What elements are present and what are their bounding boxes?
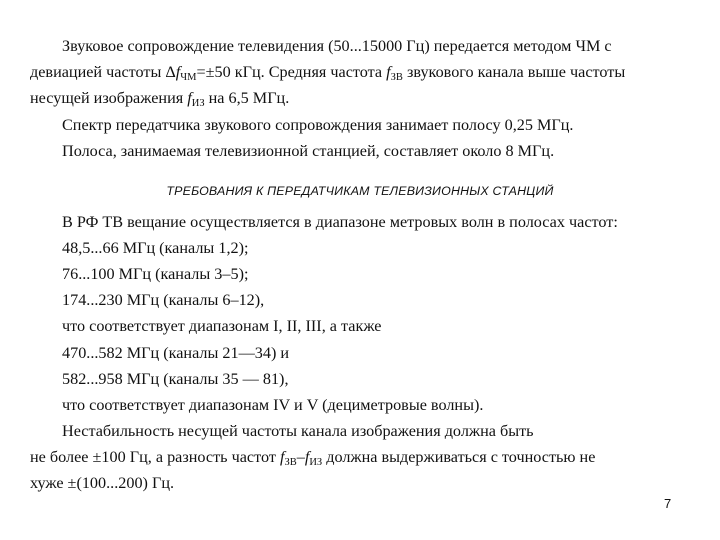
minus-sign: – [296,448,305,466]
text-span: звукового канала выше частоты [402,63,626,81]
text-span: не более ±100 Гц, а разность частот [30,448,280,466]
freq-symbol: f [386,63,391,81]
paragraph-1-line-1: Звуковое сопровождение телевидения (50...15000 Гц) передается методом ЧМ с [62,37,612,55]
band-line: что соответствует диапазонам IV и V (дециметровые волны). [62,396,484,414]
text-span: на 6,5 МГц. [204,89,290,107]
freq-subscript: ИЗ [191,98,205,109]
bands-intro: В РФ ТВ вещание осуществляется в диапазоне метровых волн в полосах частот: [62,213,618,231]
band-line: что соответствует диапазонам I, II, III, а также [62,317,382,335]
paragraph-2: Спектр передатчика звукового сопровождения занимает полосу 0,25 МГц. [62,116,574,134]
stability-line-1: Нестабильность несущей частоты канала изображения должна быть [62,422,534,440]
band-line: 174...230 МГц (каналы 6–12), [62,291,265,309]
freq-symbol: f [279,448,285,466]
section-heading: ТРЕБОВАНИЯ К ПЕРЕДАТЧИКАМ ТЕЛЕВИЗИОННЫХ СТАНЦИЙ [166,184,554,198]
band-line: 48,5...66 МГц (каналы 1,2); [62,239,249,257]
paragraph-1-line-3 [30,88,289,108]
freq-symbol: f [175,63,181,81]
paragraph-3: Полоса, занимаемая телевизионной станцией, составляет около 8 МГц. [62,142,555,160]
text-span: девиацией частоты Δ [30,63,176,81]
freq-symbol: f [304,448,310,466]
band-line: 76...100 МГц (каналы 3–5); [62,265,249,283]
text-span: должна выдерживаться с точностью не [322,448,596,466]
freq-symbol: f [187,89,192,107]
freq-subscript: ИЗ [309,457,323,468]
stability-line-2 [30,447,595,467]
text-span: несущей изображения [30,89,188,107]
text-span: =±50 кГц. Средняя частота [196,63,387,81]
paragraph-1-line-2 [30,62,625,82]
stability-line-3: хуже ±(100...200) Гц. [30,474,175,492]
page-number: 7 [664,496,672,511]
freq-subscript: ЗВ [284,457,297,468]
band-line: 582...958 МГц (каналы 35 — 81), [62,370,289,388]
freq-subscript: ЗВ [390,72,403,83]
band-line: 470...582 МГц (каналы 21—34) и [62,344,290,362]
freq-subscript: ЧМ [180,72,197,83]
